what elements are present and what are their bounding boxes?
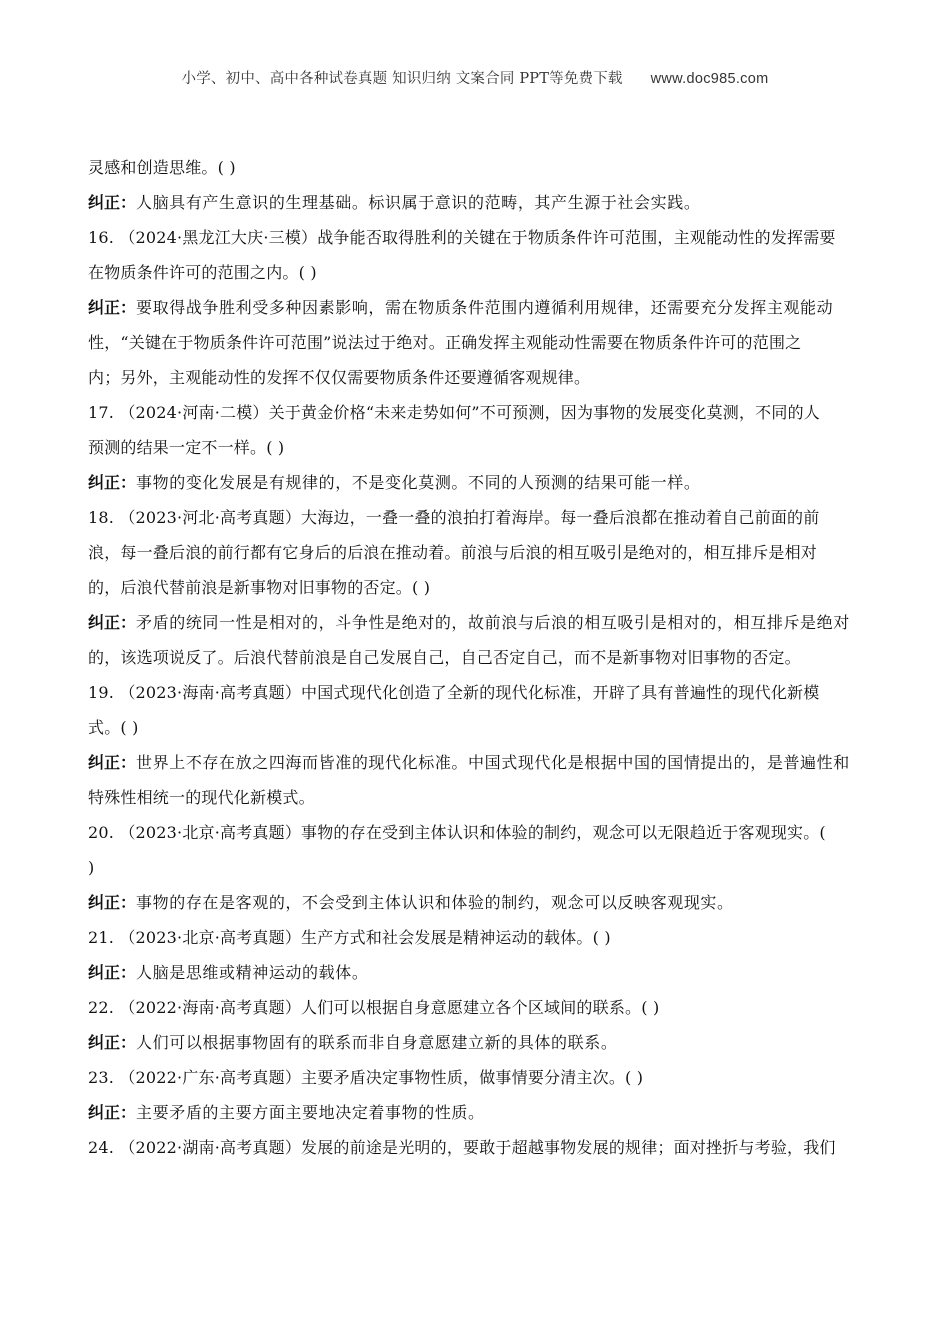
question-line <box>88 430 864 465</box>
question-line <box>88 325 864 360</box>
correction-line <box>88 290 864 325</box>
question-line <box>88 640 864 675</box>
correction-label: 纠正： <box>88 298 137 317</box>
question-text: 19. （2023·海南·高考真题）中国式现代化创造了全新的现代化标准，开辟了具有普遍性的现代化新模 <box>88 683 820 702</box>
question-text: 23. （2022·广东·高考真题）主要矛盾决定事物性质，做事情要分清主次。( ) <box>88 1068 644 1087</box>
question-line <box>88 535 864 570</box>
header-text: 小学、初中、高中各种试卷真题 知识归纳 文案合同 PPT等免费下载 <box>181 71 623 87</box>
question-text: 22. （2022·海南·高考真题）人们可以根据自身意愿建立各个区域间的联系。( ) <box>88 998 660 1017</box>
correction-line <box>88 885 864 920</box>
question-line <box>88 990 864 1025</box>
correction-label: 纠正： <box>88 753 137 772</box>
question-text: 17. （2024·河南·二模）关于黄金价格“未来走势如何”不可预测，因为事物的发展变化莫测，不同的人 <box>88 403 820 422</box>
question-text: 灵感和创造思维。( ) <box>88 158 236 177</box>
correction-text: 人脑是思维或精神运动的载体。 <box>136 963 369 982</box>
correction-label: 纠正： <box>88 1103 137 1122</box>
question-text: 特殊性相统一的现代化新模式。 <box>88 788 315 807</box>
question-text: 21. （2023·北京·高考真题）生产方式和社会发展是精神运动的载体。( ) <box>88 928 611 947</box>
correction-line <box>88 1025 864 1060</box>
question-line <box>88 1130 864 1165</box>
question-text: 预测的结果一定不一样。( ) <box>88 438 285 457</box>
correction-line <box>88 745 864 780</box>
question-text: 式。( ) <box>88 718 139 737</box>
correction-text: 事物的变化发展是有规律的，不是变化莫测。不同的人预测的结果可能一样。 <box>136 473 701 492</box>
question-line <box>88 780 864 815</box>
question-line <box>88 710 864 745</box>
document-body <box>88 150 864 1165</box>
question-text: 在物质条件许可的范围之内。( ) <box>88 263 317 282</box>
correction-text: 世界上不存在放之四海而皆准的现代化标准。中国式现代化是根据中国的国情提出的，是普遍性和 <box>136 753 850 772</box>
correction-label: 纠正： <box>88 473 137 492</box>
correction-text: 要取得战争胜利受多种因素影响，需在物质条件范围内遵循利用规律，还需要充分发挥主观能动 <box>136 298 834 317</box>
question-text: 浪，每一叠后浪的前行都有它身后的后浪在推动着。前浪与后浪的相互吸引是绝对的，相互排斥是相对 <box>88 543 818 562</box>
correction-text: 事物的存在是客观的，不会受到主体认识和体验的制约，观念可以反映客观现实。 <box>136 893 734 912</box>
question-line <box>88 570 864 605</box>
question-text: 的，后浪代替前浪是新事物对旧事物的否定。( ) <box>88 578 431 597</box>
correction-label: 纠正： <box>88 893 137 912</box>
question-line <box>88 360 864 395</box>
question-line <box>88 1060 864 1095</box>
question-text: 16. （2024·黑龙江大庆·三模）战争能否取得胜利的关键在于物质条件许可范围，主观能动性的发挥需要 <box>88 228 836 247</box>
question-text: 内；另外，主观能动性的发挥不仅仅需要物质条件还要遵循客观规律。 <box>88 368 591 387</box>
correction-label: 纠正： <box>88 193 137 212</box>
question-line <box>88 850 864 885</box>
question-line <box>88 675 864 710</box>
correction-text: 矛盾的统同一性是相对的，斗争性是绝对的，故前浪与后浪的相互吸引是相对的，相互排斥是绝对 <box>136 613 850 632</box>
question-line <box>88 920 864 955</box>
correction-text: 主要矛盾的主要方面主要地决定着事物的性质。 <box>136 1103 485 1122</box>
correction-line <box>88 465 864 500</box>
header-site-url[interactable]: www.doc985.com <box>650 71 769 87</box>
question-line <box>88 395 864 430</box>
question-line <box>88 500 864 535</box>
correction-line <box>88 605 864 640</box>
correction-label: 纠正： <box>88 1033 137 1052</box>
correction-line <box>88 955 864 990</box>
question-text: ) <box>88 858 95 877</box>
correction-line <box>88 1095 864 1130</box>
question-line <box>88 255 864 290</box>
correction-line <box>88 185 864 220</box>
question-text: 18. （2023·河北·高考真题）大海边，一叠一叠的浪拍打着海岸。每一叠后浪都在推动着自己前面的前 <box>88 508 820 527</box>
page-header <box>0 67 950 88</box>
correction-label: 纠正： <box>88 963 137 982</box>
question-text: 24. （2022·湖南·高考真题）发展的前途是光明的，要敢于超越事物发展的规律；面对挫折与考验，我们 <box>88 1138 836 1157</box>
question-line <box>88 815 864 850</box>
question-line <box>88 150 864 185</box>
question-line <box>88 220 864 255</box>
correction-label: 纠正： <box>88 613 137 632</box>
question-text: 20. （2023·北京·高考真题）事物的存在受到主体认识和体验的制约，观念可以无限趋近于客观现实。( <box>88 823 826 842</box>
correction-text: 人们可以根据事物固有的联系而非自身意愿建立新的具体的联系。 <box>136 1033 618 1052</box>
question-text: 的，该选项说反了。后浪代替前浪是自己发展自己，自己否定自己，而不是新事物对旧事物的否定。 <box>88 648 801 667</box>
correction-text: 人脑具有产生意识的生理基础。标识属于意识的范畴，其产生源于社会实践。 <box>136 193 701 212</box>
question-text: 性，“关键在于物质条件许可范围”说法过于绝对。正确发挥主观能动性需要在物质条件许可的范围之 <box>88 333 802 352</box>
